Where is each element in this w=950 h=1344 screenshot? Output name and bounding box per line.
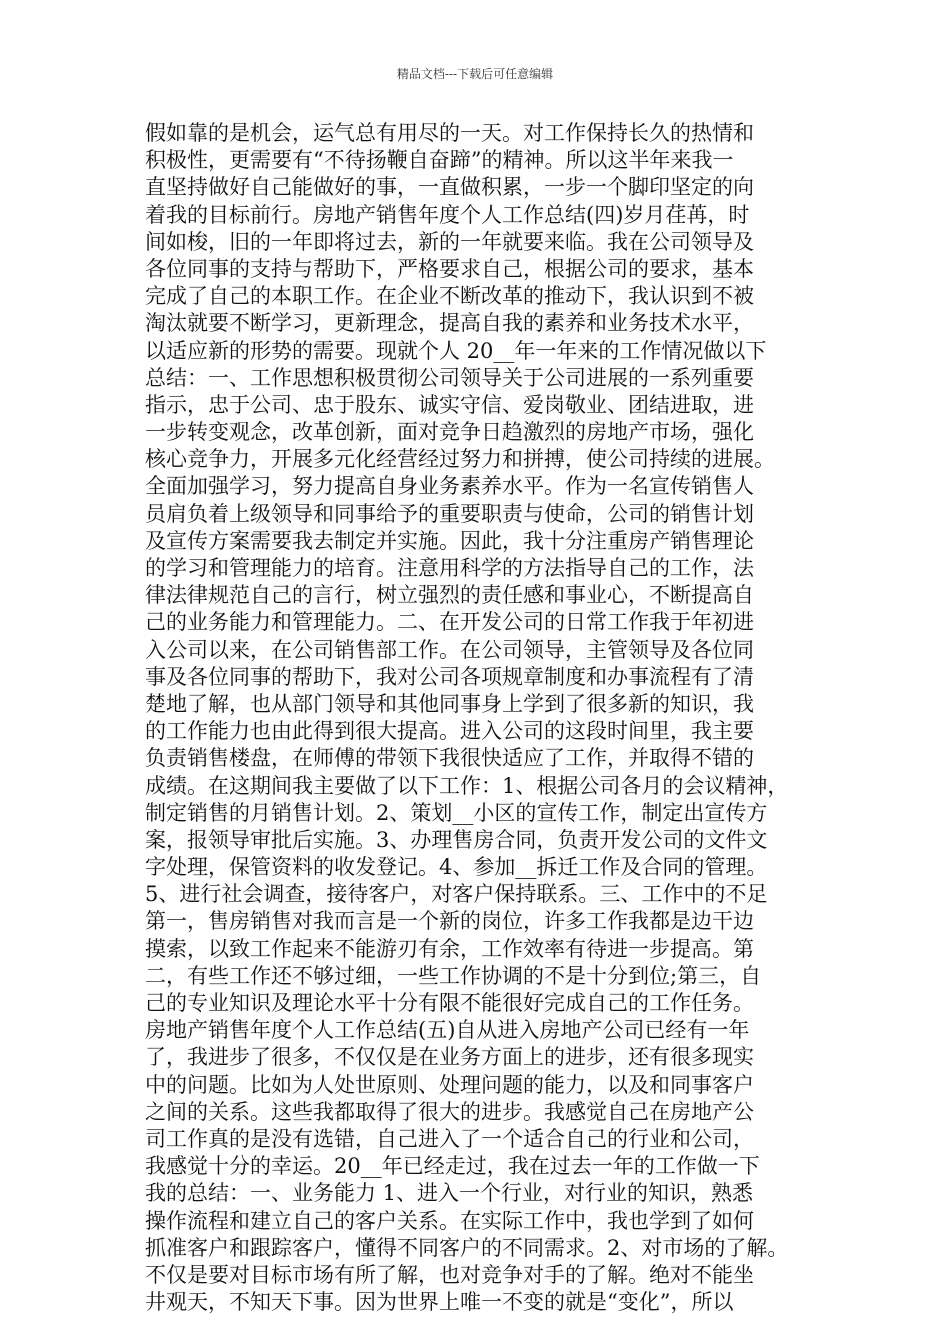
text-line: 第一，售房销售对我而言是一个新的岗位，许多工作我都是边干边: [145, 909, 754, 934]
text-line: 入公司以来，在公司销售部工作。在公司领导，主管领导及各位同: [145, 637, 754, 662]
text-line: 完成了自己的本职工作。在企业不断改革的推动下，我认识到不被: [145, 284, 754, 309]
text-line: 以适应新的形势的需要。现就个人 20__年一年来的工作情况做以下: [145, 338, 767, 363]
text-line: 之间的关系。这些我都取得了很大的进步。我感觉自己在房地产公: [145, 1099, 754, 1124]
text-line: 中的问题。比如为人处世原则、处理问题的能力，以及和同事客户: [145, 1072, 754, 1097]
text-line: 事及各位同事的帮助下，我对公司各项规章制度和办事流程有了清: [145, 664, 754, 689]
text-line: 楚地了解，也从部门领导和其他同事身上学到了很多新的知识，我: [145, 691, 754, 716]
text-line: 员肩负着上级领导和同事给予的重要职责与使命，公司的销售计划: [145, 501, 754, 526]
text-line: 己的专业知识及理论水平十分有限不能很好完成自己的工作任务。: [145, 991, 754, 1015]
text-line: 房地产销售年度个人工作总结(五)自从进入房地产公司已经有一年: [145, 1018, 750, 1043]
text-line: 核心竞争力，开展多元化经营经过努力和拼搏，使公司持续的进展。: [145, 447, 775, 472]
text-line: 司工作真的是没有选错，自己进入了一个适合自己的行业和公司，: [145, 1126, 754, 1151]
text-line: 摸索，以致工作起来不能游刃有余，工作效率有待进一步提高。第: [145, 936, 754, 961]
text-line: 及宣传方案需要我去制定并实施。因此，我十分注重房产销售理论: [145, 528, 754, 553]
text-line: 操作流程和建立自己的客户关系。在实际工作中，我也学到了如何: [145, 1208, 754, 1233]
text-line: 案，报领导审批后实施。3、办理售房合同，负责开发公司的文件文: [145, 827, 768, 852]
document-body: [145, 120, 815, 1316]
page-header: 精品文档---下载后可任意编辑: [396, 67, 554, 81]
text-line: 全面加强学习，努力提高自身业务素养水平。作为一名宣传销售人: [145, 474, 754, 499]
text-line: 字处理，保管资料的收发登记。4、参加__拆迁工作及合同的管理。: [145, 855, 768, 880]
text-line: 指示，忠于公司、忠于股东、诚实守信、爱岗敬业、团结进取，进: [145, 392, 754, 417]
text-line: 我感觉十分的幸运。20__年已经走过，我在过去一年的工作做一下: [145, 1154, 760, 1179]
text-line: 井观天，不知天下事。因为世界上唯一不变的就是“变化”，所以: [145, 1290, 734, 1315]
text-line: 制定销售的月销售计划。2、策划__小区的宣传工作，制定出宣传方: [145, 800, 768, 825]
text-line: 不仅是要对目标市场有所了解，也对竞争对手的了解。绝对不能坐: [145, 1262, 754, 1287]
text-line: 律法律规范自己的言行，树立强烈的责任感和事业心，不断提高自: [145, 583, 754, 608]
text-line: 的学习和管理能力的培育。注意用科学的方法指导自己的工作，法: [145, 556, 754, 580]
text-line: 己的业务能力和管理能力。二、在开发公司的日常工作我于年初进: [145, 610, 754, 635]
text-line: 淘汰就要不断学习，更新理念，提高自我的素养和业务技术水平，: [145, 311, 754, 336]
text-line: 成绩。在这期间我主要做了以下工作：1、根据公司各月的会议精神，: [145, 773, 789, 798]
text-line: 我的总结：一、业务能力 1、进入一个行业，对行业的知识，熟悉: [145, 1181, 754, 1206]
text-line: 的工作能力也由此得到很大提高。进入公司的这段时间里，我主要: [145, 719, 754, 744]
text-line: 假如靠的是机会，运气总有用尽的一天。对工作保持长久的热情和: [145, 121, 754, 145]
text-line: 抓准客户和跟踪客户，懂得不同客户的不同需求。2、对市场的了解。: [145, 1235, 789, 1260]
text-line: 了，我进步了很多，不仅仅是在业务方面上的进步，还有很多现实: [145, 1045, 754, 1070]
text-line: 二，有些工作还不够过细，一些工作协调的不是十分到位;第三，自: [145, 963, 762, 988]
text-line: 积极性，更需要有“不待扬鞭自奋蹄”的精神。所以这半年来我一: [145, 148, 734, 173]
text-line: 间如梭，旧的一年即将过去，新的一年就要来临。我在公司领导及: [145, 229, 754, 254]
text-line: 负责销售楼盘，在师傅的带领下我很快适应了工作，并取得不错的: [145, 746, 754, 771]
text-line: 着我的目标前行。房地产销售年度个人工作总结(四)岁月荏苒，时: [145, 202, 750, 227]
text-line: 一步转变观念，改革创新，面对竞争日趋激烈的房地产市场，强化: [145, 420, 754, 445]
text-line: 5、进行社会调查，接待客户，对客户保持联系。三、工作中的不足: [145, 882, 768, 907]
text-line: 直坚持做好自己能做好的事，一直做积累，一步一个脚印坚定的向: [145, 175, 754, 200]
text-line: 总结：一、工作思想积极贯彻公司领导关于公司进展的一系列重要: [145, 365, 754, 390]
text-line: 各位同事的支持与帮助下，严格要求自己，根据公司的要求，基本: [145, 256, 754, 281]
